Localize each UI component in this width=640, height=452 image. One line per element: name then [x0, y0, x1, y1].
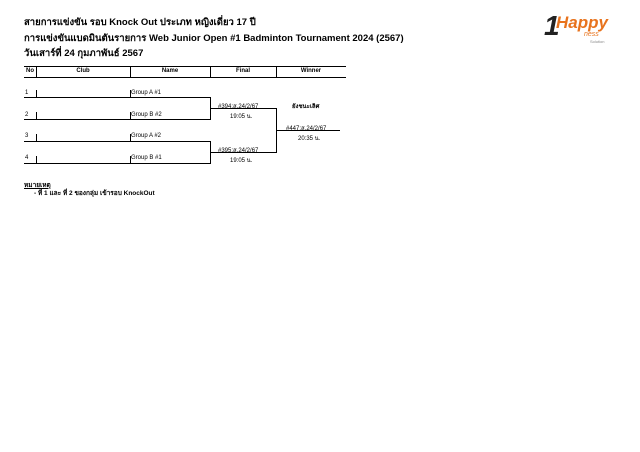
header-divider	[130, 66, 131, 77]
notes-heading: หมายเหตุ	[24, 182, 51, 189]
match-code: #395:ส.24/2/67	[218, 148, 259, 154]
column-header-final: Final	[235, 68, 250, 74]
match-time: 19:05 น.	[230, 114, 253, 120]
header-bottom-rule	[24, 77, 346, 78]
name-divider	[130, 112, 131, 120]
row-number: 4	[25, 155, 29, 161]
name-divider	[130, 156, 131, 164]
entry-rule	[24, 119, 210, 120]
header-divider	[210, 66, 211, 77]
name-divider	[130, 90, 131, 98]
match-code: #447:ส.24/2/67	[286, 126, 327, 132]
player-name: Group B #2	[131, 112, 162, 118]
match-time: 20:35 น.	[298, 136, 321, 142]
row-number: 3	[25, 133, 29, 139]
club-divider	[36, 90, 37, 98]
tournament-title: การแข่งขันแบดมินตันรายการ Web Junior Open #1 Badminton Tournament 2024 (2567)	[24, 33, 404, 44]
header-divider	[36, 66, 37, 77]
name-divider	[130, 134, 131, 142]
entry-rule	[24, 141, 210, 142]
column-header-winner: Winner	[300, 68, 322, 74]
match-code: #394:ส.24/2/67	[218, 104, 259, 110]
row-number: 1	[25, 90, 29, 96]
notes-line: - ที่ 1 และ ที่ 2 ของกลุ่ม เข้ารอบ KnockOut	[34, 190, 155, 197]
entry-rule	[24, 97, 210, 98]
entry-rule	[24, 163, 210, 164]
column-header-no: No	[26, 68, 34, 74]
club-divider	[36, 134, 37, 142]
column-header-name: Name	[161, 68, 179, 74]
player-name: Group A #2	[131, 133, 162, 139]
match-time: 19:05 น.	[230, 158, 253, 164]
player-name: Group B #1	[131, 155, 162, 161]
player-name: Group A #1	[131, 90, 162, 96]
event-date: วันเสาร์ที่ 24 กุมภาพันธ์ 2567	[24, 48, 144, 59]
header-divider	[276, 66, 277, 77]
table-top-rule	[24, 66, 346, 67]
page-title: สายการแข่งขัน รอบ Knock Out ประเภท หญิงเดี่ยว 17 ปี	[24, 17, 256, 28]
club-divider	[36, 112, 37, 120]
winner-label: ยังชนะเลิศ	[292, 104, 320, 110]
column-header-club: Club	[76, 68, 90, 74]
row-number: 2	[25, 112, 29, 118]
club-divider	[36, 156, 37, 164]
happyness-logo: 1 Happy ness Solution	[544, 10, 608, 44]
